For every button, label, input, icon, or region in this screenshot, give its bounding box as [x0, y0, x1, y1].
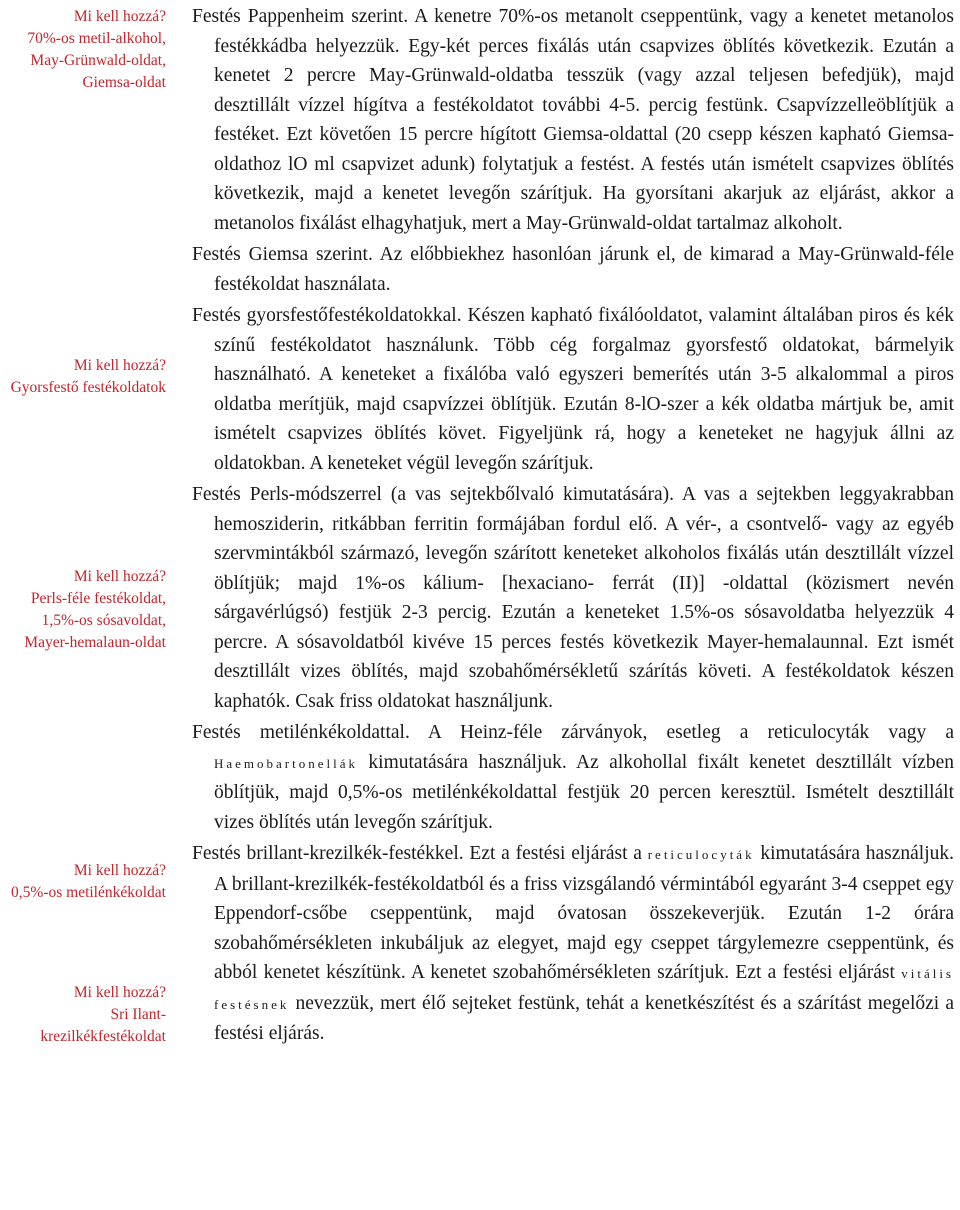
- margin-note-question: Mi kell hozzá?: [73, 357, 166, 374]
- margin-note-question: Mi kell hozzá?: [73, 568, 166, 585]
- margin-note-3: [0, 566, 166, 654]
- section-text: kimutatására használjuk. A brillant-krezilkék-festékoldatból és a friss vizsgálandó vérmintából egyaránt 3-4 cseppet egy Eppendorf-csőbe cseppentünk, majd óvatosan összekeverjük. Ezután 1-2 órára szobahőmérsékleten inkubáljuk az elegyet, majd egy cseppet tárgylemezre cseppentünk, és abból kenetet készítünk. A kenetet szobahőmérsékleten szárítjuk. Ezt a festési eljárást: [214, 843, 955, 983]
- section-perls: [192, 480, 954, 716]
- section-text: kimutatására használjuk. Az alkohollal fixált kenetet desztillált vízben öblítjük, majd 0,5%-os metilénkékoldattal festjük 20 percen keresztül. Ismételt desztillált vizes öblítés után levegőn szárítjuk.: [214, 751, 954, 833]
- spaced-term: Haemobartonellák: [214, 755, 359, 771]
- section-gyorsfesto: [192, 301, 954, 478]
- section-text: Ezt a festési eljárást a: [469, 843, 648, 864]
- section-title: Festés Pappenheim szerint.: [192, 6, 409, 27]
- section-metilenkek: [192, 718, 954, 837]
- section-brillant-krezilkek: [192, 839, 954, 1049]
- section-text: nevezzük, mert élő sejteket festünk, tehát a kenetkészítést és a szárítást megelőzi a festési eljárás.: [214, 992, 954, 1044]
- section-giemsa: [192, 240, 954, 299]
- margin-note-1: [0, 6, 166, 94]
- section-title: Festés metilénkékoldattal.: [192, 722, 410, 743]
- section-subtitle: (a vas sejtekbőlvaló kimutatására).: [390, 484, 674, 505]
- section-title: Festés Perls-módszerrel: [192, 484, 382, 505]
- section-pappenheim: [192, 2, 954, 238]
- section-text: Készen kapható fixálóoldatot, valamint általában piros és kék színű festékoldatot használunk. Több cég forgalmaz gyorsfestő oldatokat, bármelyik használható. A keneteket a fixálóba való egyszeri bemerítés után 3-5 alkalommal a piros oldatba merítjük, majd csapvízzei öblítjük. Ezután 8-lO-szer a kék oldatba mártjuk be, amit ismételt csapvizes öblítés követ. Figyeljünk rá, hogy a keneteket ne hagyjuk állni az oldatokban. A keneteket végül levegőn szárítjuk.: [214, 305, 955, 474]
- margin-note-items: Gyorsfestő festékoldatok: [10, 379, 166, 396]
- section-text: Az előbbiekhez hasonlóan járunk el, de kimarad a May-Grünwald-féle festékoldat használata.: [214, 244, 954, 295]
- section-title: Festés brillant-krezilkék-festékkel.: [192, 843, 464, 864]
- margin-note-question: Mi kell hozzá?: [73, 984, 166, 1001]
- section-text: A vas a sejtekben leggyakrabban hemosziderin, ritkábban ferritin formájában fordul elő. A vér-, a csontvelő- vagy az egyéb szervmintákból származó, levegőn szárított keneteket alkoholos fixálás után desztillált vízzel öblítjük; majd 1%-os kálium- [hexaciano- ferrát (II)] -oldattal (közismert nevén sárgavérlúgsó) festjük 2-3 percig. Ezután a keneteket 1.5%-os sósavoldatba helyezzük 4 percre. A sósavoldatból kivéve 15 perces festés következik Mayer-hemalaunnal. Ezt ismét desztillált vizes öblítés, majd szobahőmérsékletű szárítás követi. A festékoldatok készen kaphatók. Csak friss oldatokat használjunk.: [214, 484, 954, 712]
- margin-note-question: Mi kell hozzá?: [73, 862, 166, 879]
- section-title: Festés Giemsa szerint.: [192, 244, 373, 265]
- margin-note-5: [0, 982, 166, 1048]
- spaced-term: vitális festésnek: [214, 966, 954, 1012]
- margin-note-items: 70%-os metil-alkohol, May-Grünwald-oldat, Giemsa-oldat: [27, 30, 166, 91]
- margin-note-question: Mi kell hozzá?: [73, 8, 166, 25]
- spaced-term: reticulocyták: [647, 847, 755, 862]
- section-text: A kenetre 70%-os metanolt cseppentünk, vagy a kenetet metanolos festékkádba helyezzük. Egy-két perces fixálás után csapvizes öblítés következik. Ezután a kenetet 2 percre May-Grünwald-oldatba tesszük (vagy azzal teljesen befedjük), majd desztillált vízzel hígítva a festékoldatot további 4-5. percig festünk. Csapvízzelleöblítjük a festéket. Ezt követően 15 percre hígított Giemsa-oldattal (20 csepp készen kapható Giemsa-oldathoz lO ml csapvizet adunk) folytatjuk a festést. A festés után ismételt csapvizes öblítés következik, majd a kenetet levegőn szárítjuk. Ha gyorsítani akarjuk az eljárást, akkor a metanolos fixálást elhagyhatjuk, mert a May-Grünwald-oldat tartalmaz alkoholt.: [214, 6, 954, 234]
- margin-note-items: 0,5%-os metilénkékoldat: [11, 884, 166, 901]
- section-text: A Heinz-féle zárványok, esetleg a reticulocyták vagy a: [427, 722, 954, 743]
- margin-note-2: [0, 355, 166, 399]
- section-title: Festés gyorsfestőfestékoldatokkal.: [192, 305, 462, 326]
- margin-note-4: [0, 860, 166, 904]
- main-text: [192, 2, 954, 1051]
- margin-note-items: Sri Ilant-krezilkékfestékoldat: [40, 1006, 166, 1045]
- margin-note-items: Perls-féle festékoldat, 1,5%-os sósavoldat, Mayer-hemalaun-oldat: [24, 590, 166, 651]
